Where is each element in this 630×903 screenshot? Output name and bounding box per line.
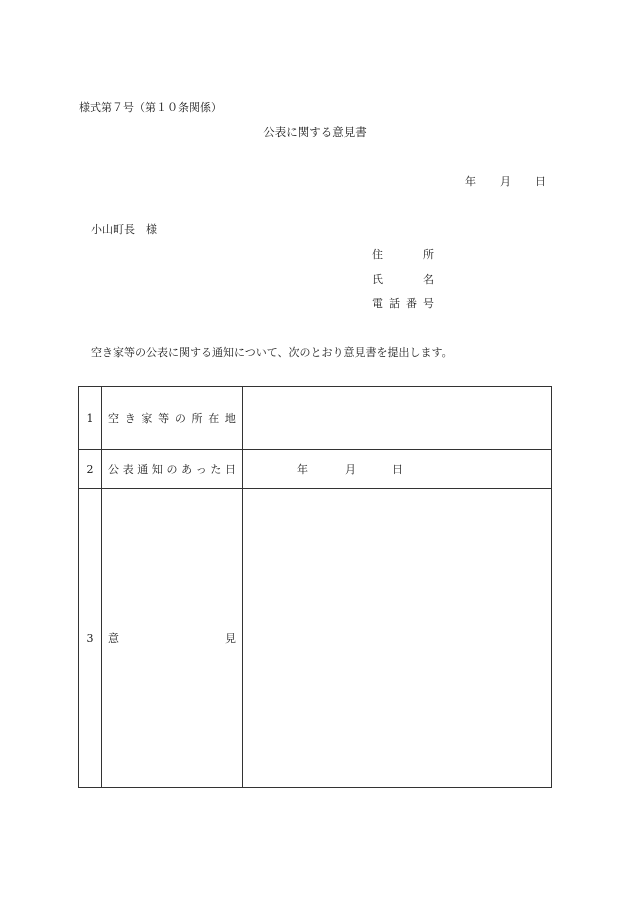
label-char: 電 <box>372 297 383 310</box>
label-char: 氏 <box>372 273 383 286</box>
label-char: 所 <box>423 248 434 261</box>
label-char: 住 <box>372 248 383 261</box>
property-location-field[interactable] <box>243 387 552 450</box>
label-char: 意 <box>108 632 119 645</box>
label-char: 号 <box>423 297 434 310</box>
form-number: 様式第７号（第１０条関係） <box>79 101 222 114</box>
notice-date-year-label: 年 <box>297 463 308 476</box>
notice-date-label <box>102 450 243 489</box>
label-char: あ <box>181 463 193 476</box>
label-char: 知 <box>151 463 163 476</box>
date-day-label: 日 <box>535 175 546 188</box>
label-char: 表 <box>122 463 134 476</box>
label-char: 日 <box>225 463 236 476</box>
notice-date-field[interactable] <box>243 450 552 489</box>
label-char: 家 <box>141 412 153 425</box>
opinion-field[interactable] <box>243 489 552 788</box>
row-number: 1 <box>79 387 102 450</box>
opinion-table <box>78 386 552 788</box>
label-char: 等 <box>158 412 170 425</box>
label-char: 空 <box>108 412 119 425</box>
label-char: 所 <box>191 412 203 425</box>
label-char: 見 <box>225 632 236 645</box>
label-char: 話 <box>389 297 400 310</box>
table-row <box>79 387 552 450</box>
addressee: 小山町長 様 <box>91 223 157 236</box>
row-number: 3 <box>79 489 102 788</box>
opinion-label <box>102 489 243 788</box>
notice-date-month-label: 月 <box>345 463 356 476</box>
row-number: 2 <box>79 450 102 489</box>
label-char: の <box>166 463 178 476</box>
date-year-label: 年 <box>465 175 476 188</box>
label-char: 公 <box>108 463 119 476</box>
intro-text: 空き家等の公表に関する通知について、次のとおり意見書を提出します。 <box>91 346 453 359</box>
table-row <box>79 489 552 788</box>
applicant-address-label <box>372 246 434 262</box>
label-char: 地 <box>224 412 236 425</box>
label-char: 名 <box>423 273 434 286</box>
label-char: 番 <box>406 297 417 310</box>
label-char: た <box>210 463 222 476</box>
table-row <box>79 450 552 489</box>
label-char: き <box>124 412 136 425</box>
label-char: 在 <box>208 412 220 425</box>
document-title: 公表に関する意見書 <box>263 125 367 139</box>
label-char: 通 <box>137 463 149 476</box>
label-char: の <box>174 412 186 425</box>
applicant-name-label <box>372 271 434 287</box>
applicant-phone-label <box>372 295 434 311</box>
property-location-label <box>102 387 243 450</box>
label-char: っ <box>195 463 207 476</box>
date-month-label: 月 <box>500 175 511 188</box>
notice-date-day-label: 日 <box>392 463 403 476</box>
